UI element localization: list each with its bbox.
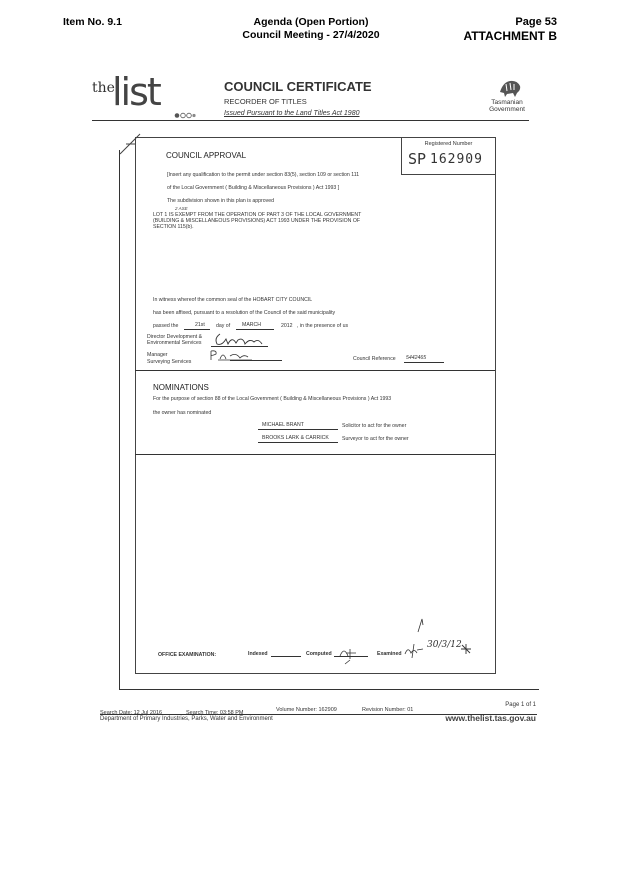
- search-date: Search Date: 12 Jul 2016: [100, 710, 163, 716]
- day-value: 21st: [195, 322, 205, 328]
- computed-dots: [334, 656, 368, 657]
- agenda-title: Agenda (Open Portion): [253, 16, 369, 28]
- attachment-label: ATTACHMENT B: [463, 29, 557, 43]
- gov-line-2: Government: [489, 106, 525, 113]
- exempt-line-3: SECTION 115(b).: [153, 224, 194, 230]
- handwritten-annotation: 2 ASE: [175, 206, 188, 211]
- solicitor-role: Solicitor to act for the owner: [342, 423, 407, 429]
- revision-number: Revision Number: 01: [362, 707, 414, 713]
- day-of-label: day of: [216, 323, 231, 329]
- manager-label-2: Surveying Services: [147, 359, 192, 365]
- director-signature-line: [211, 346, 268, 347]
- corner-mark: [118, 130, 158, 170]
- volume-number: Volume Number: 162909: [276, 707, 337, 713]
- examined-date: 30/3/12: [427, 640, 462, 650]
- indexed-label: Indexed: [248, 651, 268, 657]
- surveyor-name: BROOKS LARK & CARRICK: [262, 435, 329, 441]
- solicitor-name: MICHAEL BRANT: [262, 422, 304, 428]
- indexed-dots: [271, 656, 301, 657]
- bottom-margin-line: [119, 689, 539, 690]
- manager-label-1: Manager: [147, 352, 168, 358]
- council-reference-value: 5442465: [406, 355, 427, 361]
- solicitor-underline: [258, 429, 338, 430]
- registered-number-box: [401, 137, 495, 175]
- tasmanian-tiger-icon: [497, 76, 523, 98]
- sp-prefix: SP: [408, 150, 427, 168]
- witness-line-1: In witness whereof the common seal of the HOBART CITY COUNCIL: [153, 297, 313, 303]
- exempt-line-1: LOT 1 IS EXEMPT FROM THE OPERATION OF PART 3 OF THE LOCAL GOVERNMENT: [153, 212, 362, 218]
- letterhead-rule: [92, 120, 529, 121]
- page-of: Page 1 of 1: [505, 702, 536, 708]
- surveyor-role: Surveyor to act for the owner: [342, 436, 409, 442]
- director-label-2: Environmental Services: [147, 340, 202, 346]
- nominations-line-1: For the purpose of section 88 of the Local Government ( Building & Miscellaneous Provisions ) Act 1993: [153, 396, 392, 402]
- computed-label: Computed: [306, 651, 332, 657]
- section-divider-1: [135, 370, 495, 371]
- handwritten-mark: [414, 616, 426, 634]
- search-time: Search Time: 03:58 PM: [186, 710, 244, 716]
- left-margin-line: [119, 150, 120, 690]
- surveyor-underline: [258, 442, 338, 443]
- certificate-title: COUNCIL CERTIFICATE: [224, 79, 372, 94]
- registered-number-value: 162909: [430, 152, 483, 167]
- examined-label: Examined: [377, 651, 402, 657]
- item-number: Item No. 9.1: [63, 16, 122, 28]
- asterisk-mark-icon: [460, 643, 472, 655]
- office-examination-label: OFFICE EXAMINATION:: [158, 652, 217, 658]
- computed-initials: [334, 640, 368, 666]
- council-ref-underline: [404, 362, 444, 363]
- passed-the-label: passed the: [153, 323, 179, 329]
- logo-list-text: list: [112, 70, 160, 114]
- day-underline: [184, 329, 210, 330]
- issued-pursuant: Issued Pursuant to the Land Titles Act 1980: [224, 110, 360, 117]
- department-name: Department of Primary Industries, Parks, Water and Environment: [100, 716, 273, 722]
- registered-number-label: Registered Number: [424, 141, 473, 147]
- gov-line-1: Tasmanian: [491, 99, 523, 106]
- month-value: MARCH: [242, 322, 262, 328]
- examined-initials: [402, 640, 426, 660]
- logo-dots-icon: [174, 112, 196, 119]
- manager-signature-line: [230, 360, 282, 361]
- website-url: www.thelist.tas.gov.au: [445, 713, 536, 723]
- approval-qualification-2: of the Local Government ( Building & Miscellaneous Provisions ) Act 1993 ]: [167, 185, 340, 191]
- witness-line-2: has been affixed, pursuant to a resolution of the Council of the said municipality: [153, 310, 336, 316]
- year-value: 2012: [281, 323, 293, 329]
- agenda-subtitle: Council Meeting - 27/4/2020: [242, 29, 380, 41]
- recorder-subtitle: RECORDER OF TITLES: [224, 97, 307, 106]
- page-number: Page 53: [515, 16, 557, 28]
- presence-text: , in the presence of us: [297, 323, 349, 329]
- approval-qualification-1: [Insert any qualification to the permit under section 83(5), section 109 or section 111: [167, 172, 360, 178]
- exempt-line-2: (BUILDING & MISCELLANEOUS PROVISIONS) ACT 1993 UNDER THE PROVISION OF: [153, 218, 361, 224]
- approval-statement: The subdivision shown in this plan is approved: [167, 198, 274, 204]
- nominations-heading: NOMINATIONS: [153, 383, 209, 392]
- logo-the-text: the: [92, 80, 115, 96]
- council-approval-heading: COUNCIL APPROVAL: [166, 151, 247, 160]
- director-label-1: Director Development &: [147, 334, 203, 340]
- council-reference-label: Council Reference: [353, 356, 396, 362]
- nominations-line-2: the owner has nominated: [153, 410, 212, 416]
- section-divider-2: [135, 454, 495, 455]
